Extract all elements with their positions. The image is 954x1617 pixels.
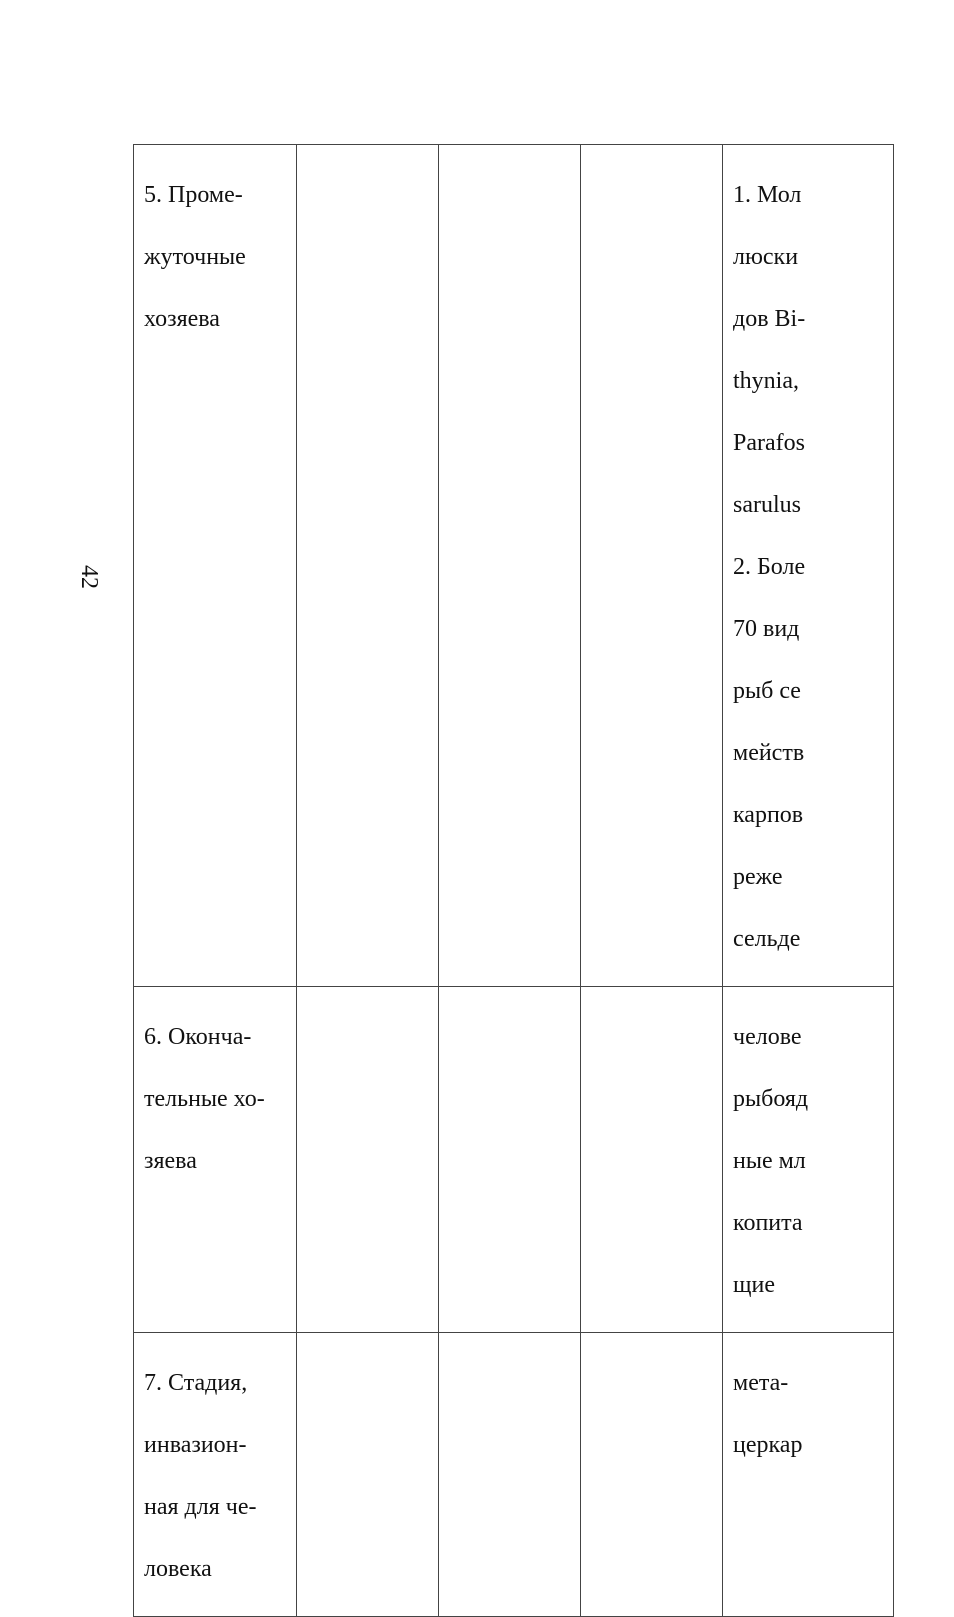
value-cell <box>723 987 894 1333</box>
cell-line: мета- <box>733 1370 789 1396</box>
cell-line: thynia, <box>733 368 799 394</box>
cell-line: sarulus <box>733 492 801 518</box>
cell-line: сельде <box>733 926 801 952</box>
cell-line: челове <box>733 1024 802 1050</box>
cell-line: реже <box>733 864 783 890</box>
table-viewport <box>133 144 809 1582</box>
cell-line: рыб се <box>733 678 801 704</box>
empty-cell <box>581 987 723 1333</box>
row-label-cell <box>134 987 297 1333</box>
empty-cell <box>439 145 581 987</box>
empty-cell <box>297 145 439 987</box>
empty-cell <box>439 1333 581 1617</box>
cell-line: инвазион- <box>144 1432 247 1458</box>
empty-cell <box>297 987 439 1333</box>
cell-line: церкар <box>733 1432 803 1458</box>
value-cell <box>723 145 894 987</box>
data-table <box>133 144 894 1617</box>
row-label-cell <box>134 1333 297 1617</box>
table-row <box>134 1333 894 1617</box>
cell-line: люски <box>733 244 799 270</box>
cell-line: 7. Стадия, <box>144 1370 248 1396</box>
value-cell <box>723 1333 894 1617</box>
cell-line: 6. Оконча- <box>144 1024 252 1050</box>
empty-cell <box>581 145 723 987</box>
table-row <box>134 987 894 1333</box>
cell-line: 70 вид <box>733 616 800 642</box>
cell-line: карпов <box>733 802 804 828</box>
cell-line: дов Bi- <box>733 306 806 332</box>
cell-line: ловека <box>144 1556 212 1582</box>
row-label-cell <box>134 145 297 987</box>
cell-line: 2. Боле <box>733 554 806 580</box>
cell-line: Parafos <box>733 430 805 456</box>
cell-line: тельные хо- <box>144 1086 265 1112</box>
page-number: 42 <box>76 565 102 589</box>
cell-line: мейств <box>733 740 805 766</box>
cell-line: ные мл <box>733 1148 806 1174</box>
cell-line: 1. Мол <box>733 182 802 208</box>
cell-line: рыбояд <box>733 1086 809 1112</box>
cell-line: щие <box>733 1272 775 1298</box>
cell-line: 5. Проме- <box>144 182 243 208</box>
empty-cell <box>297 1333 439 1617</box>
cell-line: хозяева <box>144 306 220 332</box>
table-row <box>134 145 894 987</box>
empty-cell <box>581 1333 723 1617</box>
cell-line: копита <box>733 1210 803 1236</box>
empty-cell <box>439 987 581 1333</box>
cell-line: зяева <box>144 1148 197 1174</box>
cell-line: жуточные <box>144 244 246 270</box>
cell-line: ная для че- <box>144 1494 257 1520</box>
